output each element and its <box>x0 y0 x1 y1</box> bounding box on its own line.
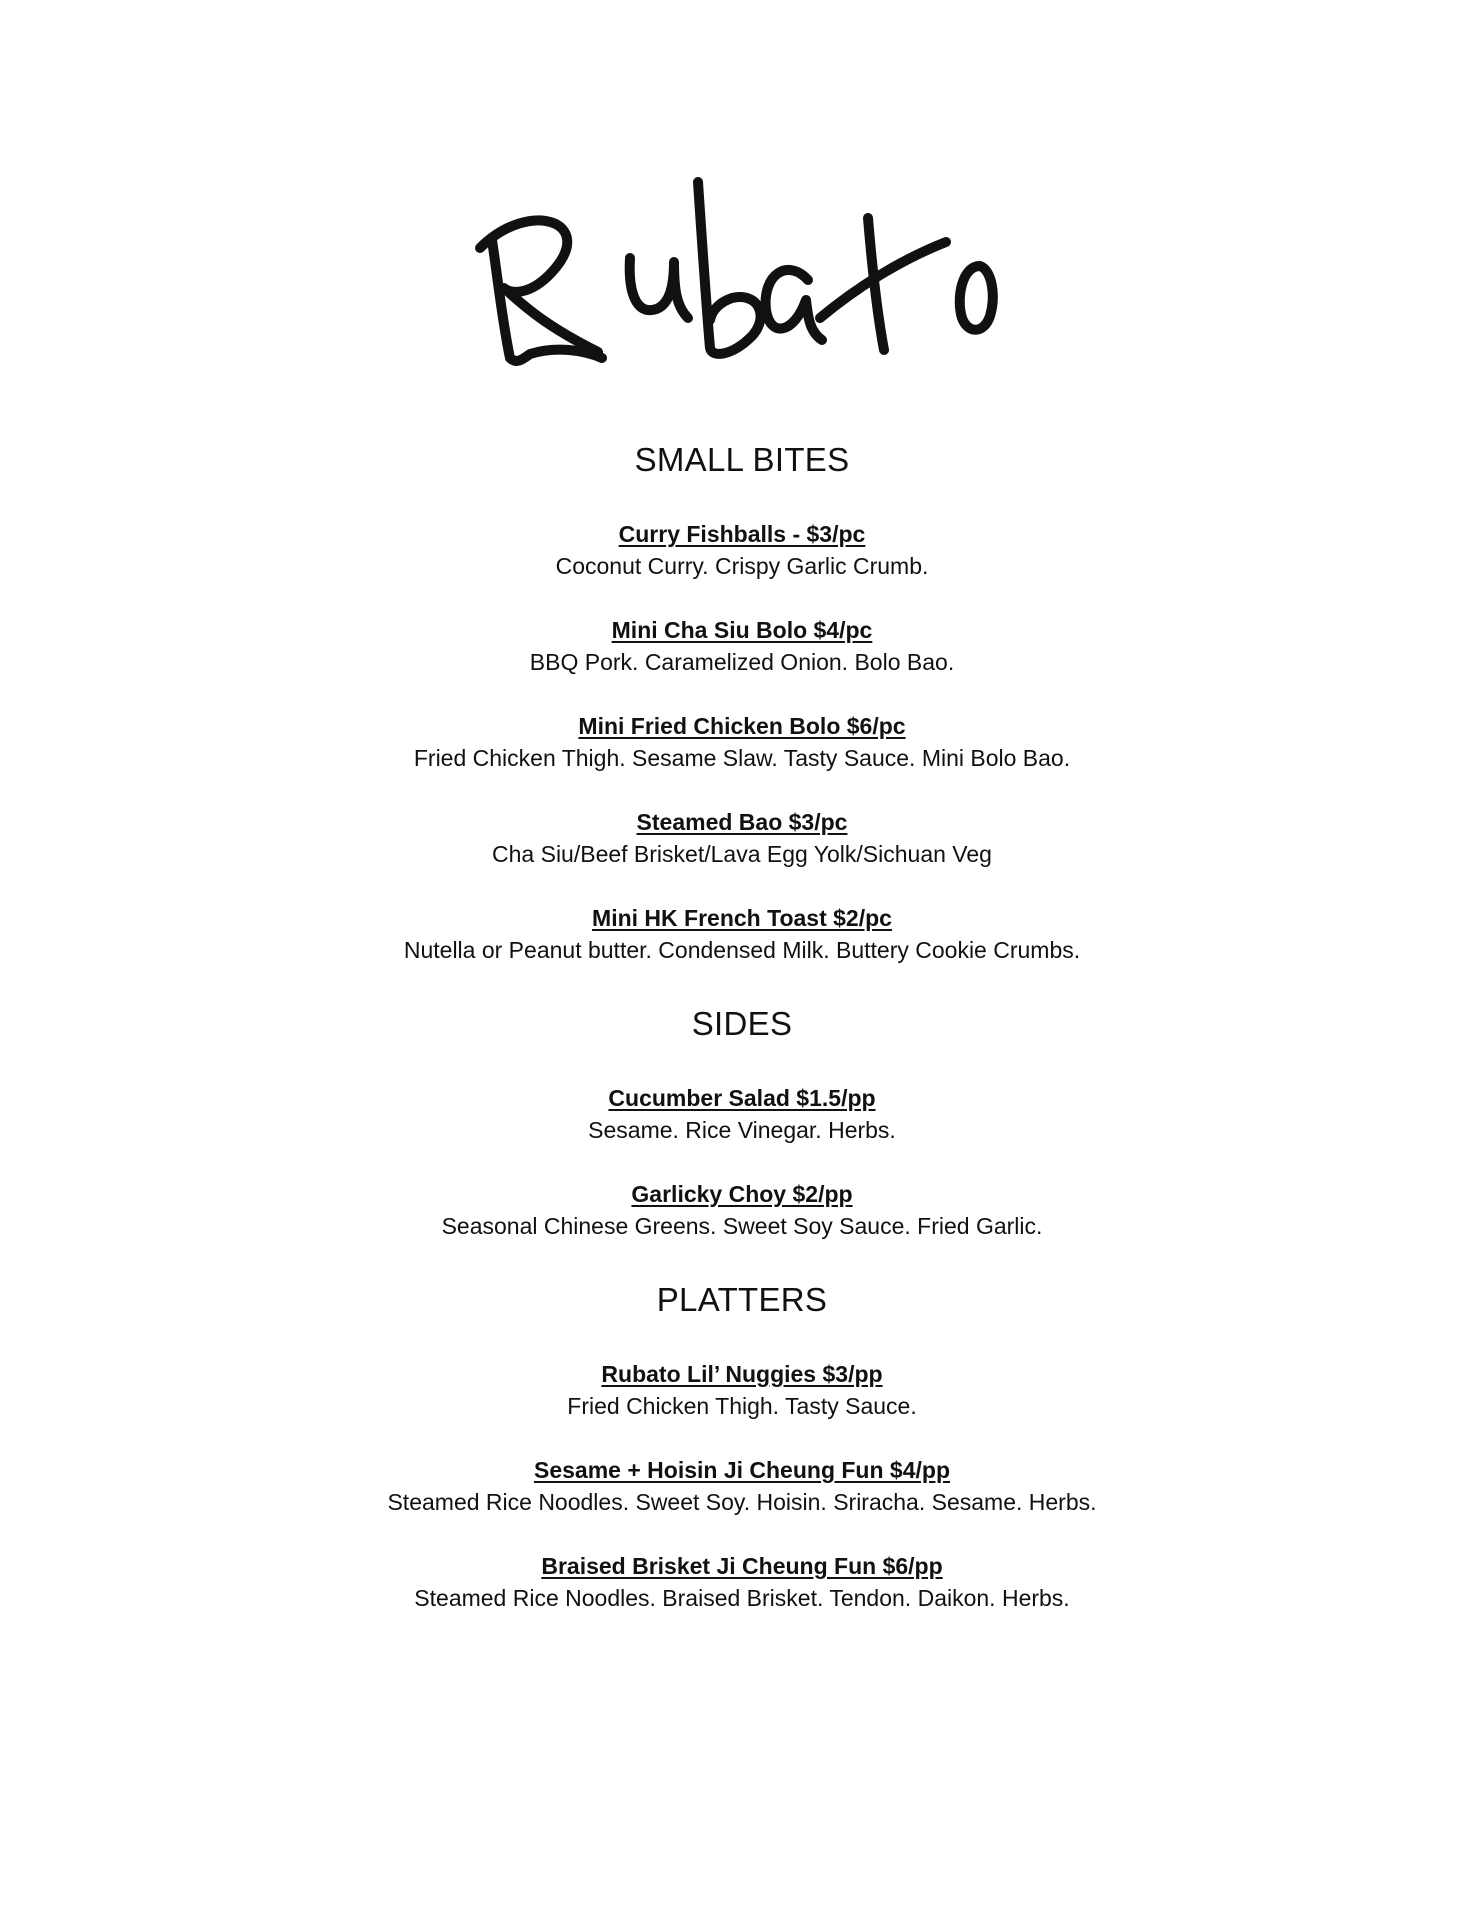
section-title: SMALL BITES <box>634 441 850 478</box>
menu-item <box>0 615 1484 678</box>
section-title: PLATTERS <box>656 1281 828 1318</box>
item-name: Mini Fried Chicken Bolo $6/pc <box>578 713 906 739</box>
menu-item <box>0 1455 1484 1518</box>
menu-item <box>0 903 1484 966</box>
handwritten-wordmark-icon <box>470 170 1030 380</box>
rubato-logo <box>470 170 1030 380</box>
item-name: Mini HK French Toast $2/pc <box>592 905 892 931</box>
item-name: Braised Brisket Ji Cheung Fun $6/pp <box>541 1553 943 1579</box>
menu <box>0 437 1484 1614</box>
item-name: Sesame + Hoisin Ji Cheung Fun $4/pp <box>533 1457 950 1483</box>
item-description: Fried Chicken Thigh. Tasty Sauce. <box>567 1393 917 1419</box>
item-description: Seasonal Chinese Greens. Sweet Soy Sauce. Fried Garlic. <box>441 1213 1043 1239</box>
item-list <box>0 519 1484 966</box>
menu-item <box>0 519 1484 582</box>
item-name: Cucumber Salad $1.5/pp <box>608 1085 876 1111</box>
menu-item <box>0 1179 1484 1242</box>
menu-item <box>0 1551 1484 1614</box>
item-name: Curry Fishballs - $3/pc <box>618 521 866 547</box>
item-list <box>0 1083 1484 1242</box>
item-description: Coconut Curry. Crispy Garlic Crumb. <box>555 553 929 579</box>
menu-item <box>0 1359 1484 1422</box>
section-small-bites <box>0 437 1484 966</box>
item-description: Fried Chicken Thigh. Sesame Slaw. Tasty Sauce. Mini Bolo Bao. <box>413 745 1071 771</box>
item-description: Nutella or Peanut butter. Condensed Milk. Buttery Cookie Crumbs. <box>403 937 1081 963</box>
item-name: Rubato Lil’ Nuggies $3/pp <box>601 1361 883 1387</box>
item-description: BBQ Pork. Caramelized Onion. Bolo Bao. <box>529 649 955 675</box>
item-description: Steamed Rice Noodles. Sweet Soy. Hoisin. Sriracha. Sesame. Herbs. <box>387 1489 1097 1515</box>
section-sides <box>0 1001 1484 1242</box>
item-name: Garlicky Choy $2/pp <box>631 1181 853 1207</box>
item-list <box>0 1359 1484 1614</box>
menu-item <box>0 807 1484 870</box>
item-name: Mini Cha Siu Bolo $4/pc <box>611 617 873 643</box>
item-description: Sesame. Rice Vinegar. Herbs. <box>588 1117 896 1143</box>
item-description: Steamed Rice Noodles. Braised Brisket. Tendon. Daikon. Herbs. <box>414 1585 1070 1611</box>
item-description: Cha Siu/Beef Brisket/Lava Egg Yolk/Sichuan Veg <box>492 841 992 867</box>
menu-item <box>0 1083 1484 1146</box>
menu-item <box>0 711 1484 774</box>
section-title: SIDES <box>691 1005 793 1042</box>
section-platters <box>0 1277 1484 1614</box>
item-name: Steamed Bao $3/pc <box>636 809 848 835</box>
